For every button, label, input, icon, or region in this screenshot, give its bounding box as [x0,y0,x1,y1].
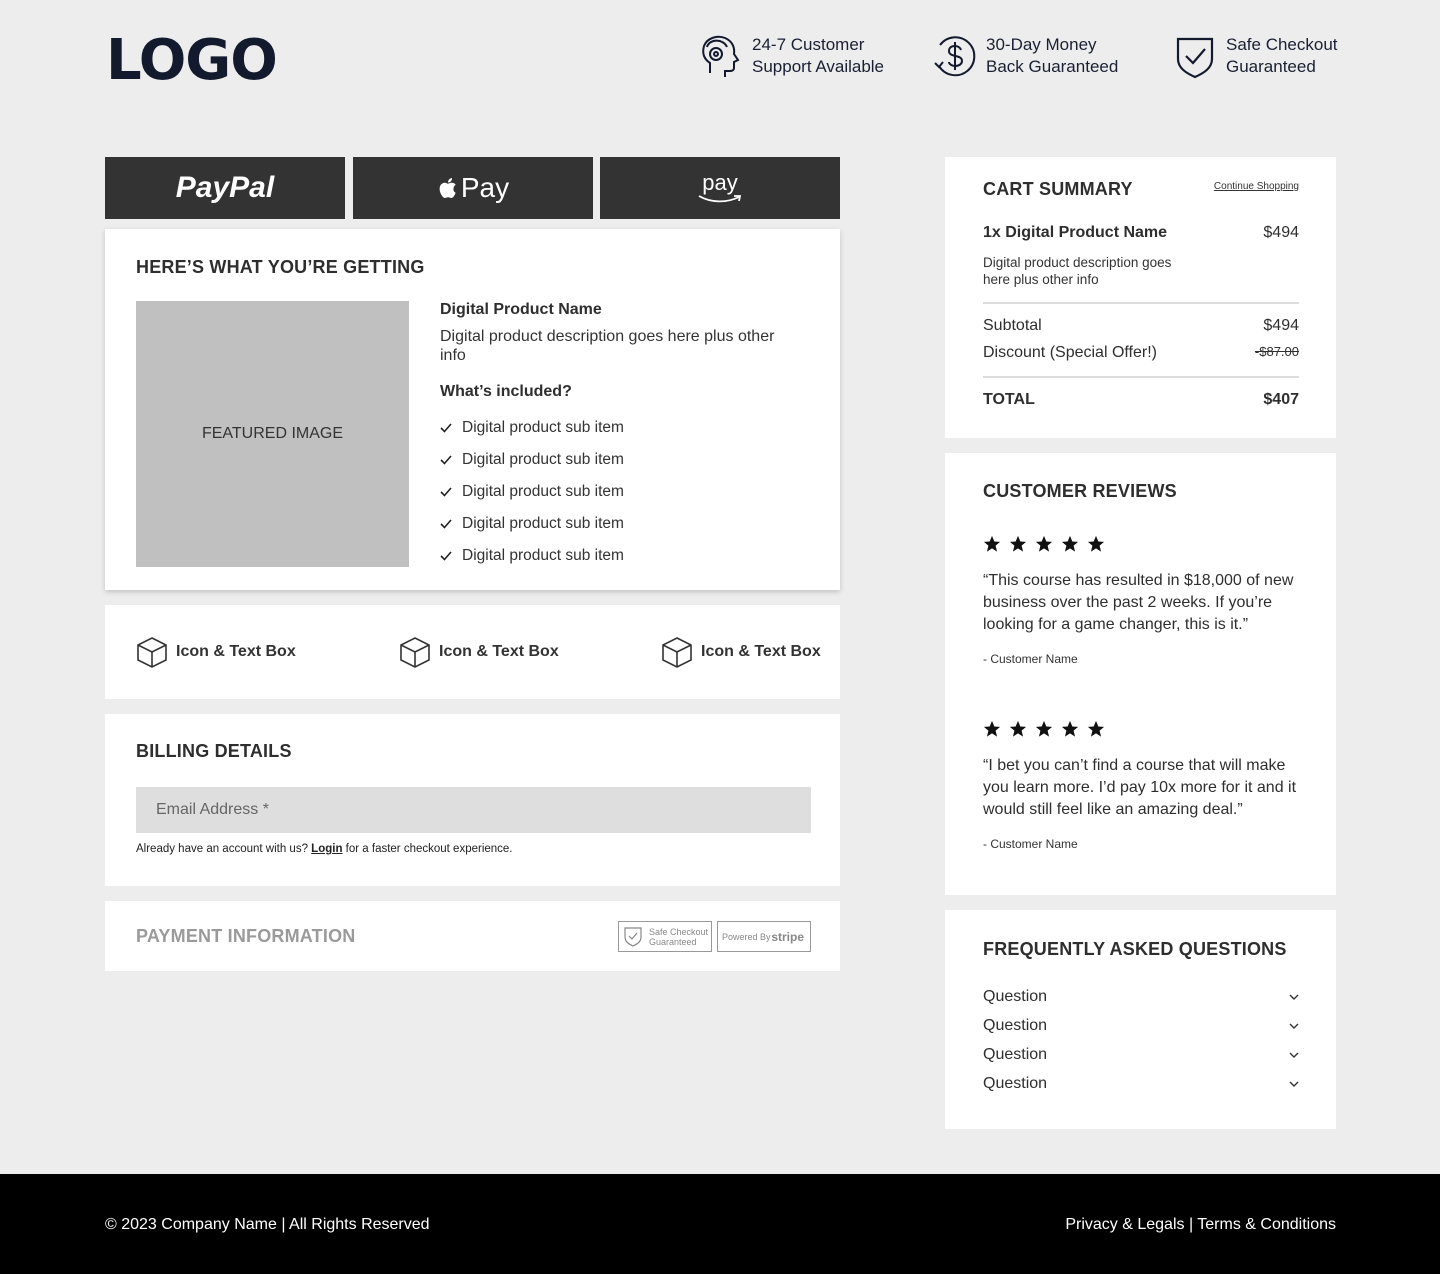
login-link[interactable]: Login [311,843,343,855]
footer [0,1174,1440,1274]
faq-question[interactable] [983,1046,1299,1064]
faq-question[interactable] [983,988,1299,1006]
review-author: - Customer Name [983,837,1078,851]
star-icon [1035,535,1053,553]
login-prompt-post: for a faster checkout experience. [342,843,513,855]
product-description: Digital product description goes here plus other info [440,328,775,364]
featured-image-label: FEATURED IMAGE [201,425,344,442]
included-heading: What’s included? [440,383,572,400]
reviews-title: CUSTOMER REVIEWS [983,481,1177,501]
icon-text-row [105,605,840,699]
chevron-down-icon [1289,1022,1299,1030]
icon-text-box-label: Icon & Text Box [439,643,559,660]
billing-details-card [105,714,840,886]
check-icon [440,454,452,466]
product-name: Digital Product Name [440,301,602,318]
icon-text-box-label: Icon & Text Box [176,643,296,660]
chevron-down-icon [1289,1080,1299,1088]
faq-question[interactable] [983,1017,1299,1035]
list-item-label: Digital product sub item [462,419,624,436]
star-rating [983,535,1105,553]
star-icon [1061,535,1079,553]
star-icon [983,535,1001,553]
list-item [440,540,624,572]
footer-separator: | [1184,1216,1198,1233]
apple-icon [437,176,457,200]
badge-safe-checkout [1172,33,1338,79]
faq-card [945,910,1336,1129]
check-icon [440,486,452,498]
icon-text-box-label: Icon & Text Box [701,643,821,660]
faq-question[interactable] [983,1075,1299,1093]
apple-pay-label: Pay [460,172,510,203]
discount-label: Discount (Special Offer!) [983,344,1157,361]
icon-text-box [136,636,296,668]
box-icon [399,636,431,668]
privacy-link[interactable]: Privacy & Legals [1065,1216,1185,1233]
amazon-smile-icon [697,194,743,204]
badge-money-back [932,33,1118,79]
subtotal-label: Subtotal [983,317,1042,334]
discount-row [983,344,1299,362]
continue-shopping-link[interactable]: Continue Shopping [1213,181,1299,192]
faq-question-label: Question [983,1075,1048,1092]
copyright-text: © 2023 Company Name | All Rights Reserved [105,1216,430,1233]
paypal-label: PayPal [175,171,275,204]
apple-pay-button[interactable] [353,157,593,219]
whats-included-card [105,229,840,590]
seal-safe-line2: Guaranteed [649,936,697,947]
total-label: TOTAL [983,391,1035,408]
powered-by-stripe-seal [717,921,811,952]
review-author: - Customer Name [983,652,1078,666]
cart-summary-card [945,157,1336,438]
review-quote: “This course has resulted in $18,000 of new business over the past 2 weeks. If you’re looking for a game changer, this is it.” [983,572,1294,633]
dollar-refresh-icon [932,33,978,79]
review-quote: “I bet you can’t find a course that will make you learn more. I’d pay 10x more for it and it would still feel like an amazing deal.” [983,757,1297,818]
badge-safe-checkout-text: Safe Checkout Guaranteed [1226,35,1338,76]
divider [983,376,1299,378]
chevron-down-icon [1289,993,1299,1001]
total-value: $407 [1263,391,1299,408]
icon-text-box [399,636,559,668]
list-item [440,476,624,508]
box-icon [661,636,693,668]
star-rating [983,720,1105,738]
list-item [440,508,624,540]
faq-question-label: Question [983,1046,1048,1063]
box-icon [136,636,168,668]
login-prompt-pre: Already have an account with us? [136,843,312,855]
star-icon [1035,720,1053,738]
list-item-label: Digital product sub item [462,451,624,468]
icon-text-box [661,636,821,668]
check-icon [440,422,452,434]
cart-item-price: $494 [1263,224,1299,241]
cart-item-name: 1x Digital Product Name [983,224,1168,241]
badge-money-back-text: 30-Day Money Back Guaranteed [986,35,1119,76]
divider [983,302,1299,304]
headset-icon [698,33,744,79]
faq-title: FREQUENTLY ASKED QUESTIONS [983,939,1287,959]
seal-powered-label: Powered By [722,931,771,942]
featured-image [136,301,409,567]
logo[interactable]: LOGO [106,28,277,93]
email-field[interactable] [136,787,811,833]
faq-question-label: Question [983,988,1048,1005]
amazon-pay-label: pay [702,170,738,195]
list-item-label: Digital product sub item [462,547,624,564]
cart-item-row [983,224,1299,242]
badge-support [698,33,884,79]
cart-title: CART SUMMARY [983,179,1133,199]
getting-title: HERE’S WHAT YOU’RE GETTING [136,257,425,277]
shield-check-icon [1172,33,1218,79]
seal-safe-line1: Safe Checkout [649,926,709,937]
payment-title: PAYMENT INFORMATION [136,926,356,946]
cart-item-description: Digital product description goes here plus other info [983,255,1172,287]
terms-link[interactable]: Terms & Conditions [1197,1216,1336,1233]
paypal-button[interactable] [105,157,345,219]
star-icon [1009,720,1027,738]
footer-links [1065,1216,1336,1234]
billing-title: BILLING DETAILS [136,741,292,761]
total-row [983,391,1299,409]
included-list [440,412,624,572]
payment-information-card[interactable] [105,901,840,971]
badge-support-text: 24-7 Customer Support Available [752,35,885,76]
faq-question-label: Question [983,1017,1048,1034]
star-icon [1061,720,1079,738]
list-item [440,444,624,476]
stripe-logo: stripe [771,929,804,944]
star-icon [1087,535,1105,553]
star-icon [1009,535,1027,553]
subtotal-row [983,317,1299,335]
safe-checkout-seal [618,921,712,952]
customer-reviews-card [945,453,1336,895]
check-icon [440,518,452,530]
discount-value: -$87.00 [1254,344,1299,359]
shield-check-icon [623,926,643,948]
check-icon [440,550,452,562]
star-icon [1087,720,1105,738]
star-icon [983,720,1001,738]
list-item-label: Digital product sub item [462,515,624,532]
amazon-pay-button[interactable] [600,157,840,219]
list-item-label: Digital product sub item [462,483,624,500]
login-prompt [136,843,513,855]
subtotal-value: $494 [1263,317,1299,334]
chevron-down-icon [1289,1051,1299,1059]
list-item [440,412,624,444]
